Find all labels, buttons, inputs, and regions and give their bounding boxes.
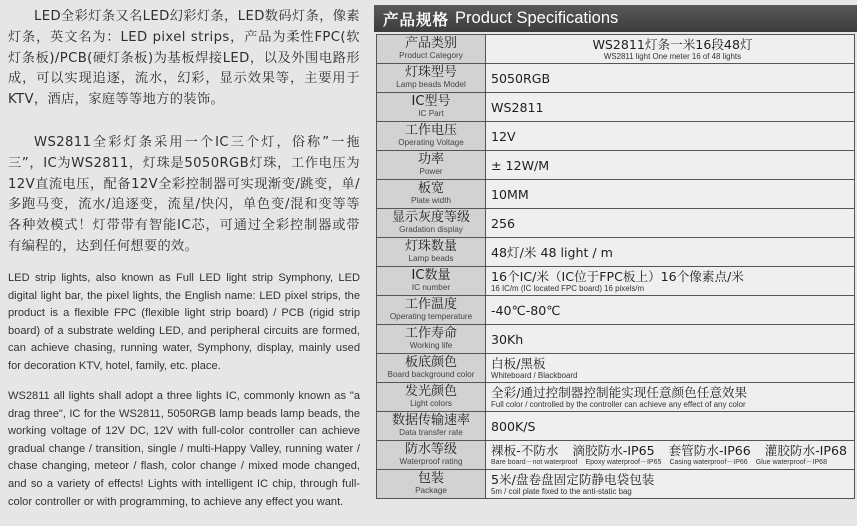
spec-row-category xyxy=(377,35,855,64)
label-en: IC Part xyxy=(418,109,444,118)
spec-row-data-rate xyxy=(377,412,855,441)
value-zh: 16个IC/米（IC位于FPC板上）16个像素点/米 xyxy=(491,268,744,284)
label-cell xyxy=(377,267,486,296)
spec-row-package xyxy=(377,470,855,499)
spec-row-lamp-count xyxy=(377,238,855,267)
waterproof-option-zh: 灌胶防水-IP68 xyxy=(764,442,847,458)
label-zh: 工作寿命 xyxy=(404,326,457,341)
waterproof-option-zh: 裸板-不防水 xyxy=(491,442,559,458)
value-en: Full color / controlled by the controller can achieve any effect of any color xyxy=(491,399,746,409)
value-cell xyxy=(486,296,855,325)
label-cell xyxy=(377,122,486,151)
label-cell xyxy=(377,325,486,354)
label-en: Lamp beads xyxy=(408,254,454,263)
value-en: 16 IC/m (IC located FPC board) 16 pixels/m xyxy=(491,283,645,293)
label-en: Waterproof rating xyxy=(399,457,463,466)
value-en: WS2811 light One meter 16 of 48 lights xyxy=(603,51,742,61)
label-en: Data transfer rate xyxy=(399,428,463,437)
spec-row-board-color xyxy=(377,354,855,383)
label-cell xyxy=(377,209,486,238)
label-cell xyxy=(377,354,486,383)
waterproof-option-en: Epoxy waterproof－IP65 xyxy=(585,458,662,466)
label-zh: 防水等级 xyxy=(404,442,457,457)
value-cell xyxy=(486,93,855,122)
label-en: Power xyxy=(419,167,443,176)
value-text: 48灯/米 48 light / m xyxy=(491,244,613,260)
label-en: Lamp beads Model xyxy=(396,80,466,89)
label-zh: 灯珠数量 xyxy=(404,239,457,254)
label-en: Light colors xyxy=(410,399,452,408)
value-cell xyxy=(486,412,855,441)
value-cell xyxy=(486,267,855,296)
label-cell xyxy=(377,64,486,93)
label-zh: IC型号 xyxy=(411,94,451,109)
value-text: -40℃-80℃ xyxy=(491,302,561,318)
label-cell xyxy=(377,238,486,267)
intro-en-paragraph-2: WS2811 all lights shall adopt a three lights IC, commonly known as "a drag three", IC for the WS2811, 5050RGB lamp beads lamp beads, the working voltage of 12V DC, 12V with full-color controller can achieve gradual change / transition, single / multi-Happy Valley, running water / chase changing, meteor / flash, color change / mixed mode changed, and so a variety of effects! Lights with intelligent IC chip, through full-color controller or with programming, to achieve any effect you want. xyxy=(8,390,360,508)
label-en: Gradation display xyxy=(399,225,463,234)
value-cell xyxy=(486,151,855,180)
spec-row-plate-width xyxy=(377,180,855,209)
value-text: 12V xyxy=(491,128,516,144)
value-en: Whiteboard / Blackboard xyxy=(491,370,578,380)
waterproof-option-zh: 滴胶防水-IP65 xyxy=(572,442,655,458)
label-zh: 包装 xyxy=(417,471,444,486)
value-cell xyxy=(486,325,855,354)
spec-row-lamp-model xyxy=(377,64,855,93)
label-cell xyxy=(377,180,486,209)
label-cell xyxy=(377,412,486,441)
value-text: 30Kh xyxy=(491,331,524,347)
label-zh: 功率 xyxy=(417,152,444,167)
label-cell xyxy=(377,470,486,499)
spec-row-ic-part xyxy=(377,93,855,122)
spec-row-working-life xyxy=(377,325,855,354)
value-cell xyxy=(486,180,855,209)
spec-row-voltage xyxy=(377,122,855,151)
spec-row-temperature xyxy=(377,296,855,325)
intro-zh-paragraph-1: LED全彩灯条又名LED幻彩灯条，LED数码灯条，像素灯条，英文名为：LED pixel strips，产品为柔性FPC(软灯条板)/PCB(硬灯条板)为基板焊接LED，以及外围电路形成，可以实现追逐，流水，幻彩，显示效果等，主要用于KTV，酒店，家庭等等地方的装饰。 xyxy=(8,9,360,108)
waterproof-options-zh xyxy=(491,443,847,458)
value-zh: 白板/黑板 xyxy=(491,355,546,371)
spec-row-ic-number xyxy=(377,267,855,296)
spec-row-power xyxy=(377,151,855,180)
waterproof-option-en: Glue waterproof－IP68 xyxy=(755,458,827,466)
label-zh: 板宽 xyxy=(417,181,444,196)
label-en: Operating temperature xyxy=(389,312,473,321)
label-zh: 工作温度 xyxy=(404,297,457,312)
value-cell xyxy=(486,354,855,383)
label-zh: 产品类别 xyxy=(404,36,457,51)
label-cell xyxy=(377,151,486,180)
value-cell xyxy=(486,441,855,470)
label-cell xyxy=(377,441,486,470)
spec-row-light-colors xyxy=(377,383,855,412)
label-zh: IC数量 xyxy=(411,268,451,283)
label-en: Package xyxy=(415,486,447,495)
label-en: Operating Voltage xyxy=(398,138,464,147)
value-cell xyxy=(486,64,855,93)
value-text: 800K/S xyxy=(491,418,536,434)
value-cell xyxy=(486,35,855,64)
label-cell xyxy=(377,383,486,412)
spec-row-gradation xyxy=(377,209,855,238)
value-text: WS2811 xyxy=(491,99,544,115)
label-en: Plate width xyxy=(410,196,452,205)
label-zh: 数据传输速率 xyxy=(391,413,470,428)
label-zh: 发光颜色 xyxy=(404,384,457,399)
label-zh: 工作电压 xyxy=(404,123,457,138)
value-zh: WS2811灯条一米16段48灯 xyxy=(592,36,753,52)
value-text: ± 12W/M xyxy=(491,157,550,173)
waterproof-options-en xyxy=(491,458,827,468)
label-cell xyxy=(377,93,486,122)
intro-en-paragraph-1: LED strip lights, also known as Full LED light strip Symphony, LED digital light bar, the pixel lights, the English name: LED pixel strips, the product is a flexible FPC (flexible light strip board) / PCB (rigid strip board) of a substrate welding LED, and peripheral circuits are formed, can achieve chasing, running water, Symphony, display, mainly used for decoration KTV, hotel, family, etc. place. xyxy=(8,272,360,372)
intro-panel xyxy=(0,0,372,526)
value-text: 5050RGB xyxy=(491,70,551,86)
value-zh: 全彩/通过控制器控制能实现任意颜色任意效果 xyxy=(491,384,748,400)
value-cell xyxy=(486,238,855,267)
label-zh: 板底颜色 xyxy=(404,355,457,370)
value-cell xyxy=(486,209,855,238)
waterproof-option-en: Casing waterproof－IP66 xyxy=(669,458,748,466)
label-en: Board background color xyxy=(387,370,475,379)
label-zh: 显示灰度等级 xyxy=(391,210,470,225)
value-zh: 5米/盘卷盘固定防静电袋包装 xyxy=(491,471,655,487)
label-en: Working life xyxy=(409,341,453,350)
value-text: 10MM xyxy=(491,186,529,202)
label-en: Product Category xyxy=(399,51,463,60)
spec-row-waterproof xyxy=(377,441,855,470)
spec-title-en: Product Specifications xyxy=(455,9,619,27)
spec-header xyxy=(374,5,857,32)
label-cell xyxy=(377,296,486,325)
waterproof-option-en: Bare board－not waterproof xyxy=(491,458,578,466)
label-cell xyxy=(377,35,486,64)
value-cell xyxy=(486,122,855,151)
spec-panel xyxy=(374,0,857,526)
label-en: IC number xyxy=(411,283,451,292)
intro-zh-paragraph-2: WS2811全彩灯条采用一个IC三个灯，俗称”一拖三”，IC为WS2811，灯珠是5050RGB灯珠，工作电压为12V直流电压，配备12V全彩控制器可实现渐变/跳变，单/多跑马变，流水/追逐变，流星/快闪，单色变/混和变等等各种效模式！灯带带有智能IC芯，可通过全彩控制器或带有编程的，达到任何想要的效。 xyxy=(8,135,360,254)
value-en: 5m / coil plate fixed to the anti-static bag xyxy=(491,486,632,496)
value-cell xyxy=(486,470,855,499)
waterproof-option-zh: 套管防水-IP66 xyxy=(668,442,751,458)
value-text: 256 xyxy=(491,215,516,231)
value-cell xyxy=(486,383,855,412)
spec-table xyxy=(376,34,855,499)
label-zh: 灯珠型号 xyxy=(404,65,457,80)
spec-title-zh: 产品规格 xyxy=(383,10,450,29)
